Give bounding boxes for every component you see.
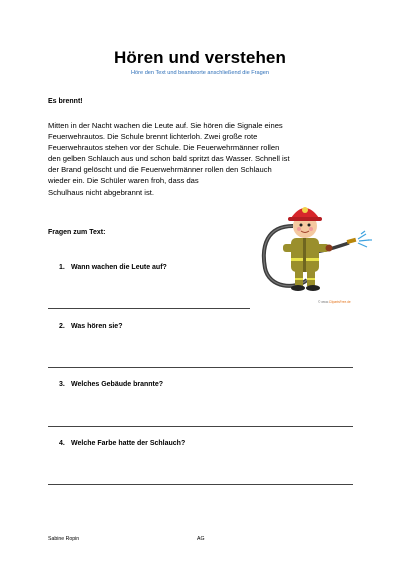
question-number: 2. [59,323,65,330]
credit-highlight: Cliparts [328,300,340,304]
answer-line-1[interactable] [48,308,250,309]
question-4 [59,440,185,447]
story-line: Feuerwehrautos stehen vor der Schule. Die Feuerwehrmänner rollen [48,143,280,153]
credit-prefix: © www. [318,300,329,304]
page-subtitle: Höre den Text und beantworte anschließend die Fragen [131,70,269,76]
story-line: wieder ein. Die Schüler waren froh, dass das [48,176,199,186]
footer-class: AG [197,536,205,542]
question-number: 3. [59,381,65,388]
question-text: Was hören sie? [71,323,123,330]
water-spray-icon [358,231,372,247]
question-text: Welche Farbe hatte der Schlauch? [71,440,186,447]
question-1 [59,264,167,271]
story-line: Feuerwehrautos. Die Schule brennt lichterloh. Zwei große rote [48,132,258,142]
story-text [48,120,360,198]
story-line: der Brand gelöscht und die Feuerwehrmänner rollen den Schlauch [48,165,272,175]
answer-line-4[interactable] [48,484,353,485]
page-title: Hören und verstehen [114,48,286,67]
footer-author: Sabine Ropin [48,536,80,542]
credit-suffix: Free.de [339,300,351,304]
story-heading: Es brennt! [48,98,83,105]
question-number: 4. [59,440,65,447]
image-credit [318,300,351,304]
question-text: Wann wachen die Leute auf? [71,264,167,271]
questions-heading: Fragen zum Text: [48,229,106,236]
story-line: Schulhaus nicht abgebrannt ist. [48,187,154,197]
answer-line-3[interactable] [48,426,353,427]
question-3 [59,381,163,388]
firefighter-illustration [255,196,375,296]
answer-line-2[interactable] [48,367,353,368]
story-line: Mitten in der Nacht wachen die Leute auf. Sie hören die Signale eines [48,121,283,130]
question-text: Welches Gebäude brannte? [71,381,164,388]
question-number: 1. [59,264,65,271]
story-line: den gelben Schlauch aus und schon bald spritzt das Wasser. Schnell ist [48,154,290,164]
question-2 [59,323,122,330]
